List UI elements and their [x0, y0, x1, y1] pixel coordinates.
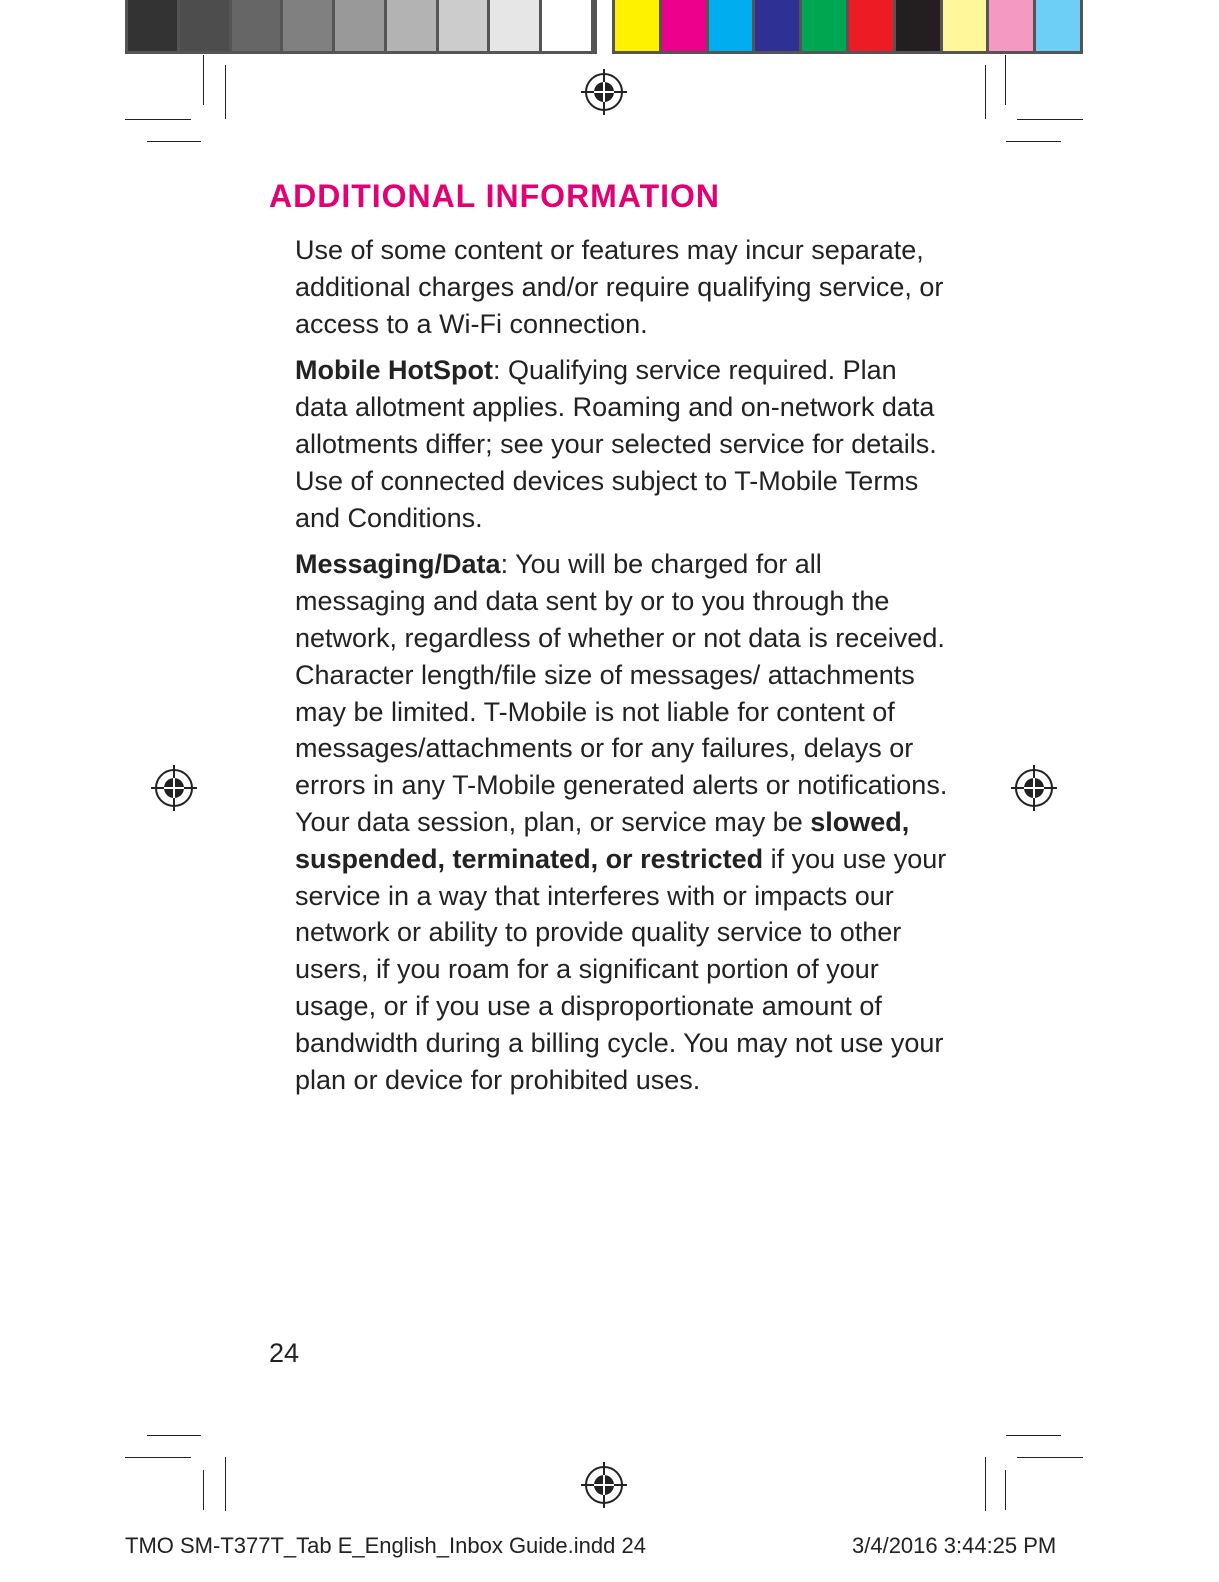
- messaging-text-1: : You will be charged for all messaging and data sent by or to you through the network, regardless of whether or not data is received. Character length/file size of messages/ attachments may be limited. T-Mobile is not liable for content of messages/attachments or for any failures, delays or errors in any T-Mobile generated alerts or notifications. Your data session, plan, or service may be: [295, 549, 948, 837]
- intro-paragraph: Use of some content or features may incur separate, additional charges and/or require qualifying service, or access to a Wi-Fi connection.: [295, 235, 944, 339]
- crop-mark: [147, 1435, 201, 1436]
- color-swatch: [989, 0, 1036, 51]
- slug-file: TMO SM-T377T_Tab E_English_Inbox Guide.indd 24: [125, 1533, 646, 1558]
- section-heading: ADDITIONAL INFORMATION: [269, 178, 720, 214]
- crop-mark: [125, 119, 191, 120]
- crop-mark: [203, 1470, 204, 1510]
- page-number: 24: [269, 1338, 300, 1368]
- process-color-bar: [612, 0, 1083, 54]
- crop-mark: [225, 1457, 226, 1511]
- color-swatch: [387, 0, 439, 51]
- crop-mark: [985, 1457, 986, 1511]
- color-swatch: [615, 0, 662, 51]
- color-swatch: [283, 0, 335, 51]
- messaging-paragraph: [295, 546, 955, 1098]
- messaging-label: Messaging/Data: [295, 549, 501, 580]
- color-swatch: [662, 0, 709, 51]
- crop-mark: [985, 65, 986, 119]
- color-swatch: [128, 0, 180, 51]
- color-swatch: [896, 0, 943, 51]
- crop-mark: [1017, 119, 1083, 120]
- color-swatch: [439, 0, 491, 51]
- color-swatch: [943, 0, 990, 51]
- registration-mark-icon: [581, 1462, 627, 1508]
- crop-mark: [147, 141, 201, 142]
- color-swatch: [232, 0, 284, 51]
- crop-mark: [225, 65, 226, 119]
- color-swatch: [1036, 0, 1083, 51]
- crop-mark: [1006, 141, 1061, 142]
- color-swatch: [849, 0, 896, 51]
- crop-mark: [1006, 1435, 1061, 1436]
- hotspot-paragraph: [295, 352, 955, 536]
- grayscale-color-bar: [125, 0, 597, 54]
- color-swatch: [802, 0, 849, 51]
- crop-mark: [1005, 55, 1006, 105]
- crop-mark: [203, 55, 204, 105]
- messaging-emphasis: slowed, suspended, terminated, or restricted: [295, 806, 910, 874]
- color-swatch: [335, 0, 387, 51]
- crop-mark: [1017, 1457, 1083, 1458]
- color-swatch: [755, 0, 802, 51]
- messaging-text-2: if you use your service in a way that interferes with or impacts our network or ability to provide quality service to other users, if you roam for a significant portion of your usage, or if you use a disproportionate amount of bandwidth during a billing cycle. You may not use your plan or device for prohibited uses.: [295, 843, 947, 1095]
- registration-mark-icon: [581, 69, 627, 115]
- slug-date: 3/4/2016 3:44:25 PM: [852, 1533, 1057, 1558]
- registration-mark-icon: [151, 765, 197, 811]
- registration-mark-icon: [1011, 765, 1057, 811]
- color-swatch: [709, 0, 756, 51]
- color-swatch: [490, 0, 542, 51]
- color-swatch: [180, 0, 232, 51]
- crop-mark: [1005, 1470, 1006, 1510]
- color-swatch: [542, 0, 594, 51]
- hotspot-label: Mobile HotSpot: [295, 355, 493, 386]
- hotspot-text: : Qualifying service required. Plan data allotment applies. Roaming and on-network data allotments differ; see your selected service for details. Use of connected devices subject to T-Mobile Terms and Conditions.: [295, 355, 937, 533]
- crop-mark: [125, 1457, 191, 1458]
- section-body: [295, 232, 955, 1108]
